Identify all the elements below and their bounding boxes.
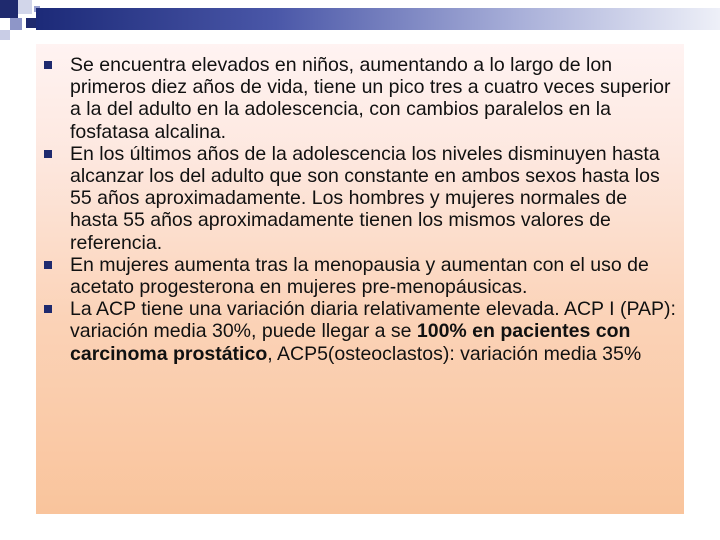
bullet-text: Se encuentra elevados en niños, aumentando a lo largo de lon primeros diez años de vida, tiene un pico tres a cuatro veces superior a la del adulto en la adolescencia, con cambios paralelos en la fosfatasa alcalina. [70,54,671,143]
square-bullet-icon [44,261,52,269]
square-bullet-icon [44,61,52,69]
corner-square-dark [0,0,18,18]
bullet-text: En mujeres aumenta tras la menopausia y aumentan con el uso de acetato progesterona en mujeres pre-menopáusicas. [70,253,649,299]
bullet-list [36,54,684,365]
corner-square-small-light [0,30,10,40]
corner-square-mid [10,18,22,30]
bullet-text: La ACP tiene una variación diaria relativamente elevada. ACP I (PAP): variación media 30%, puede llegar a se [70,298,676,343]
header-gradient-band [36,8,720,30]
corner-square-light [18,0,32,14]
corner-square-small-dark [26,18,36,28]
bullet-item [36,254,684,298]
content-panel [36,44,684,514]
square-bullet-icon [44,305,52,313]
bullet-item [36,54,684,143]
bullet-item [36,298,684,365]
bullet-text: , ACP5(osteoclastos): variación media 35% [267,342,642,365]
bullet-text-emphasis: 100% en pacientes con carcinoma prostático [70,320,631,365]
bullet-text: En los últimos años de la adolescencia los niveles disminuyen hasta alcanzar los del adulto que son constante en ambos sexos hasta los 55 años aproximadamente. Los hombres y mujeres normales de hasta 55 años aproximadamente tienen los mismos valores de referencia. [70,142,660,254]
bullet-item [36,143,684,254]
square-bullet-icon [44,150,52,158]
